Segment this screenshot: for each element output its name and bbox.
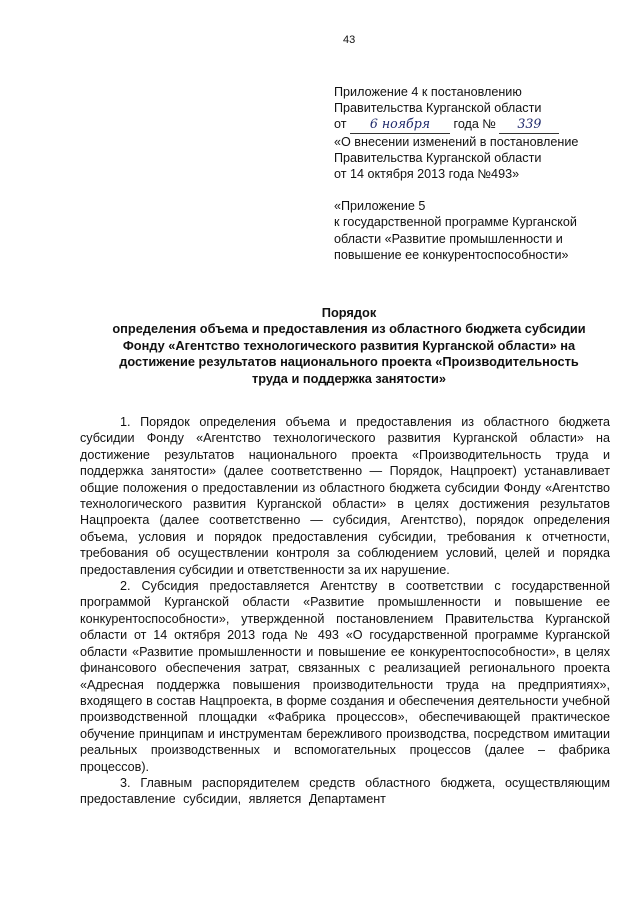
appendix-line: Правительства Курганской области xyxy=(334,150,542,165)
handwritten-number: 339 xyxy=(499,116,559,133)
title-line: достижение результатов национального проекта «Производительность xyxy=(119,354,579,370)
document-body xyxy=(80,414,610,808)
title-line: Фонду «Агентство технологического развития Курганской области» на xyxy=(122,337,576,353)
appendix-line: «Приложение 5 xyxy=(334,199,426,214)
appendix-line: Приложение 4 к постановлению xyxy=(334,85,522,99)
title-line: Порядок xyxy=(321,305,377,320)
appendix-line: от 14 октября 2013 года №493» xyxy=(334,167,520,182)
appendix-line: области «Развитие промышленности и xyxy=(334,231,563,246)
appendix-line: «О внесении изменений в постановление xyxy=(334,134,579,149)
date-prefix: от xyxy=(334,117,347,132)
paragraph-2: 2. Субсидия предоставляется Агентству в соответствии с государственной программой Курганской области «Развитие промышленности и повышение ее конкурентоспособности», утвержденной постановлением Правительства Курганской области от 14 октября 2013 года № 493 «О государственной программе Курганской области «Развитие промышленности и повышение ее конкурентоспособности», в целях финансового обеспечения затрат, связанных с реализацией регионального проекта «Адресная поддержка повышения производительности труда на предприятиях», входящего в состав Нацпроекта, в форме создания и обеспечения деятельности учебной производственной площадки «Фабрика процессов», обеспечивающей практическое обучение принципам и инструментам бережливого производства, посредством имитации реальных производственных и вспомогательных процессов (далее – фабрика процессов). xyxy=(80,579,610,774)
page-number: 43 xyxy=(343,34,356,46)
title-line: труда и поддержка занятости» xyxy=(251,370,447,386)
title-line: определения объема и предоставления из областного бюджета субсидии xyxy=(112,321,586,337)
paragraph-3: 3. Главным распорядителем средств областного бюджета, осуществляющим предоставление субсидии, является Департамент xyxy=(80,775,610,807)
spacer xyxy=(334,182,624,198)
appendix-header xyxy=(334,84,624,263)
year-label: года № xyxy=(453,117,496,132)
appendix-line: повышение ее конкурентоспособности» xyxy=(334,247,569,262)
appendix-date-line xyxy=(334,116,624,133)
paragraph-1: 1. Порядок определения объема и предоставления из областного бюджета субсидии Фонду «Агентство технологического развития Курганской области» на достижение результатов национального проекта «Производительность труда и поддержка занятости» (далее соответственно — Порядок, Нацпроект) устанавливает общие положения о предоставлении из областного бюджета субсидии Фонду «Агентство технологического развития Курганской области» в целях достижения результатов Нацпроекта (далее соответственно — субсидия, Агентство), порядок определения объема, условия и порядок предоставления субсидии, требования к отчетности, требования об осуществлении контроля за соблюдением условий, целей и порядка предоставления субсидии и ответственности за их нарушение. xyxy=(80,415,610,577)
document-title xyxy=(80,305,618,387)
appendix-line: к государственной программе Курганской xyxy=(334,215,577,230)
handwritten-date: 6 ноября xyxy=(350,116,450,133)
appendix-line: Правительства Курганской области xyxy=(334,101,542,116)
